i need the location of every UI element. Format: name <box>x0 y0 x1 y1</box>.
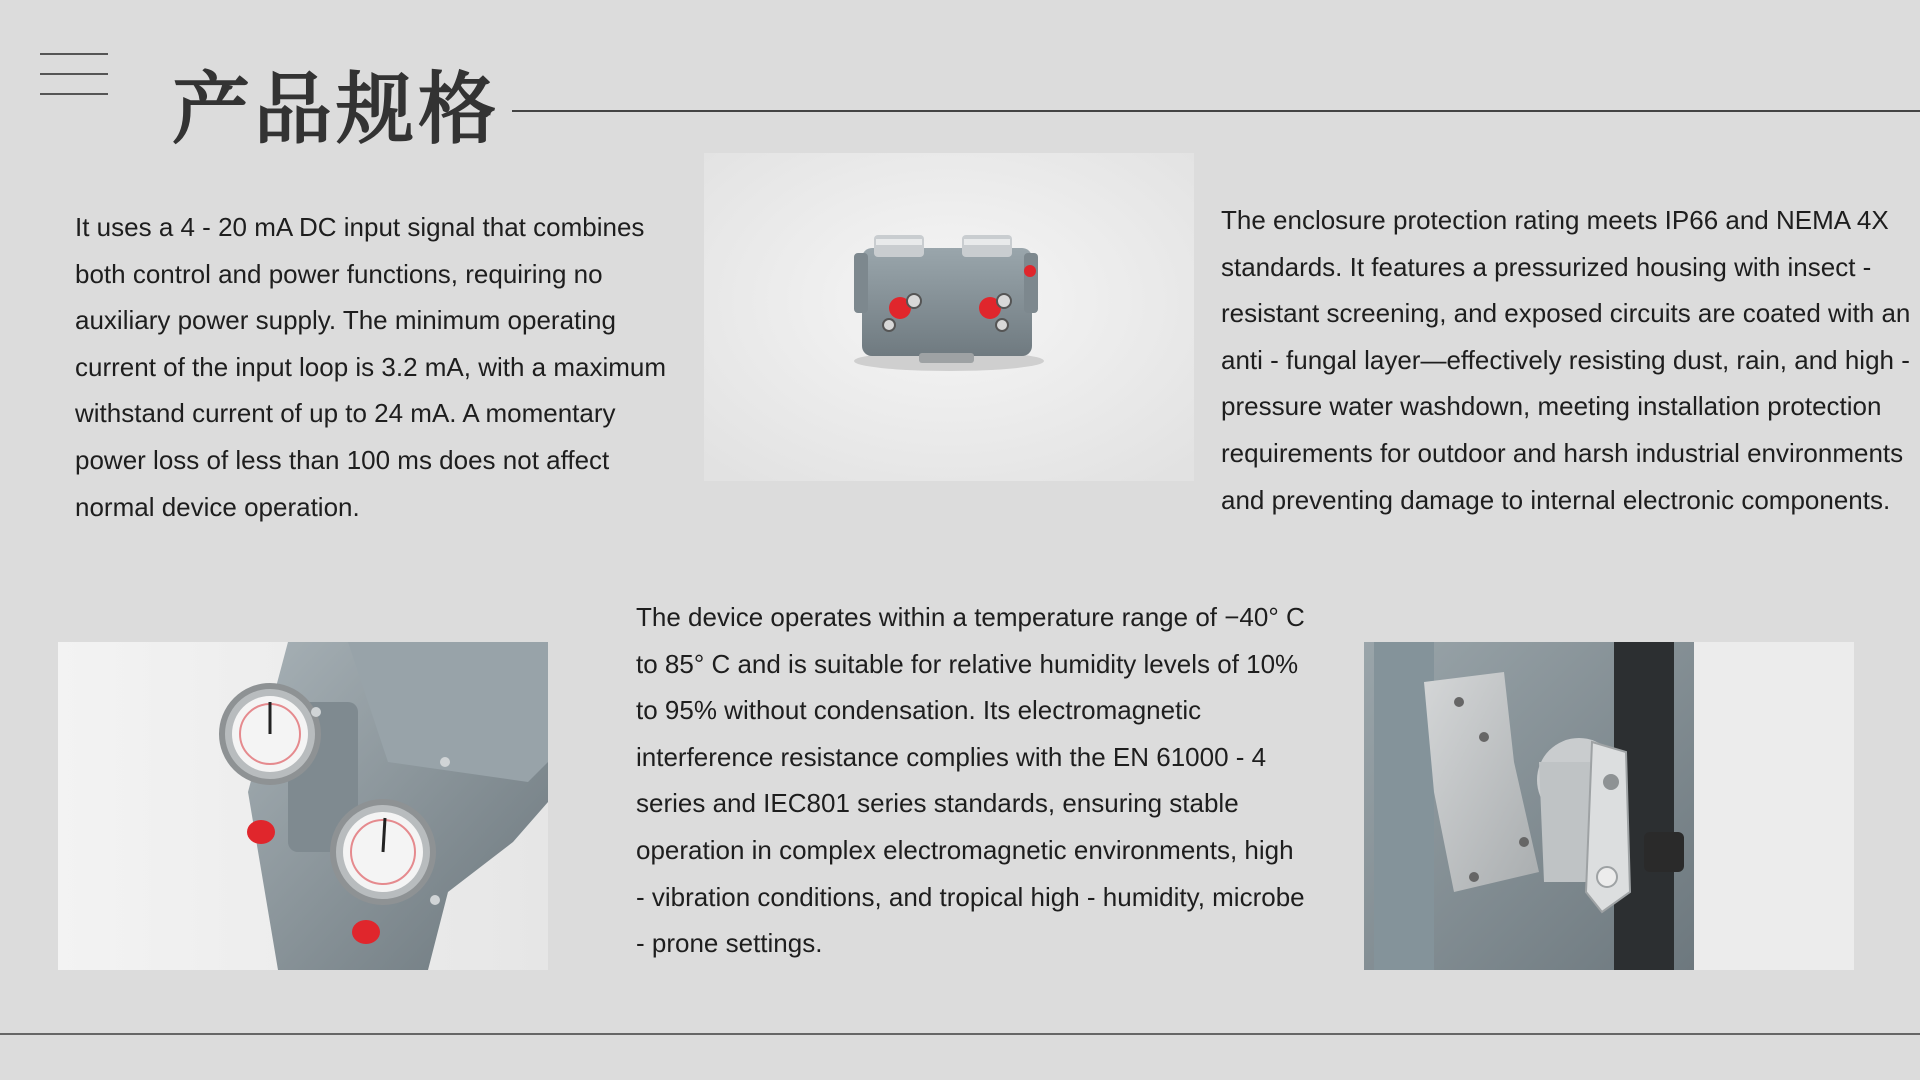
product-photo-right <box>1364 642 1854 970</box>
menu-icon[interactable] <box>40 53 108 95</box>
page-title: 产品规格 <box>172 65 501 155</box>
footer-divider <box>0 1033 1920 1035</box>
power-spec-text: It uses a 4 - 20 mA DC input signal that combines both control and power functions, requiring no auxiliary power supply. The minimum operating current of the input loop is 3.2 mA, with a maximum withstand current of up to 24 mA. A momentary power loss of less than 100 ms does not affect normal device operation. <box>75 212 667 522</box>
valve-positioner-front-icon <box>704 153 1194 481</box>
product-photo-left <box>58 642 548 970</box>
title-divider <box>512 110 1920 112</box>
protection-spec-text: The enclosure protection rating meets IP66 and NEMA 4X standards. It features a pressurized housing with insect - resistant screening, and exposed circuits are coated with an anti - fungal layer—effectively resisting dust, rain, and high - pressure water washdown, meeting installation protection requirements for outdoor and harsh industrial environments and preventing damage to internal electronic components. <box>1221 205 1911 515</box>
pressure-gauges-closeup-icon <box>58 642 548 970</box>
environment-spec-text: The device operates within a temperature range of −40° C to 85° C and is suitable for relative humidity levels of 10% to 95% without condensation. Its electromagnetic interference resistance complies with the EN 61000 - 4 series and IEC801 series standards, ensuring stable operation in complex electromagnetic environments, high - vibration conditions, and tropical high - humidity, microbe - prone settings. <box>636 602 1305 959</box>
product-photo-top <box>704 153 1194 481</box>
feedback-lever-closeup-icon <box>1364 642 1854 970</box>
